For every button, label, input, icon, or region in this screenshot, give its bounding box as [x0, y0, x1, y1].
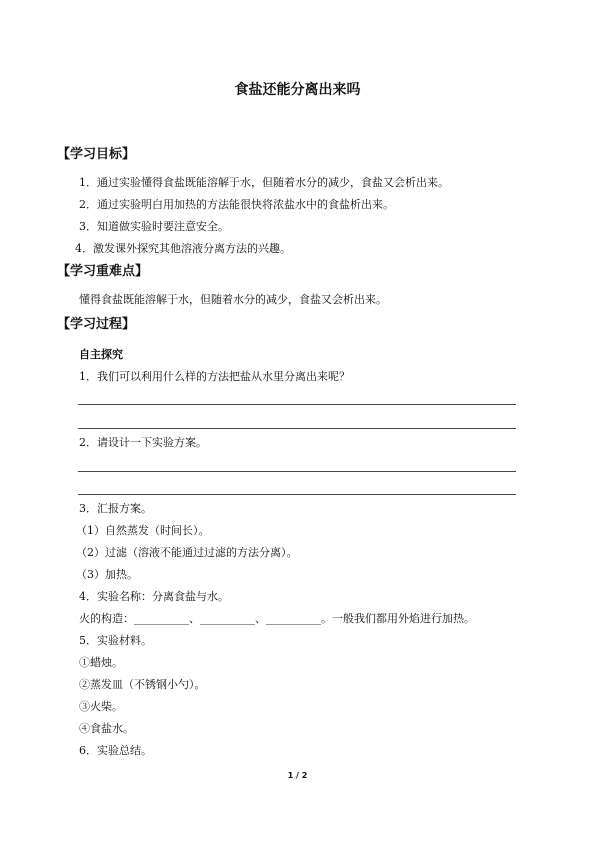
answer-line	[78, 471, 516, 472]
key-point-text: 懂得食盐既能溶解于水，但随着水分的减少，食盐又会析出来。	[79, 293, 387, 306]
question-1: 1．我们可以利用什么样的方法把盐从水里分离出来呢？	[79, 370, 350, 383]
material-item-2: ②蒸发皿（不锈钢小勺）。	[79, 678, 206, 691]
section-heading-key-points: 【学习重难点】	[57, 264, 149, 279]
question-6: 6．实验总结。	[79, 744, 152, 757]
question-3: 3．汇报方案。	[79, 502, 152, 515]
material-item-3: ③火柴。	[79, 700, 123, 713]
section-heading-goals: 【学习目标】	[57, 147, 136, 162]
page-number: 1 / 2	[287, 771, 308, 780]
goal-item-1: 1．通过实验懂得食盐既能溶解于水，但随着水分的减少，食盐又会析出来。	[79, 176, 449, 189]
material-item-4: ④食盐水。	[79, 722, 134, 735]
question-2: 2．请设计一下实验方案。	[79, 436, 207, 449]
method-item-1: （1）自然蒸发（时间长）。	[76, 524, 210, 537]
document-title: 食盐还能分离出来吗	[234, 82, 361, 98]
question-5: 5．实验材料。	[79, 634, 152, 647]
question-4: 4．实验名称：分离食盐与水。	[79, 590, 229, 603]
goal-item-3: 3．知道做实验时要注意安全。	[79, 220, 229, 233]
answer-line	[78, 494, 516, 495]
method-item-3: （3）加热。	[76, 568, 138, 581]
goal-item-4: 4．激发课外探究其他溶液分离方法的兴趣。	[75, 242, 291, 255]
section-heading-process: 【学习过程】	[57, 317, 136, 332]
material-item-1: ①蜡烛。	[79, 656, 123, 669]
answer-line	[78, 404, 516, 405]
method-item-2: （2）过滤（溶液不能通过过滤的方法分离）。	[76, 546, 298, 559]
goal-item-2: 2．通过实验明白用加热的方法能很快将浓盐水中的食盐析出来。	[79, 198, 394, 211]
answer-line	[78, 428, 516, 429]
fire-structure-line: 火的构造：__________、__________、__________。一般我们都用外焰进行加热。	[79, 612, 475, 625]
self-study-heading: 自主探究	[79, 348, 123, 361]
